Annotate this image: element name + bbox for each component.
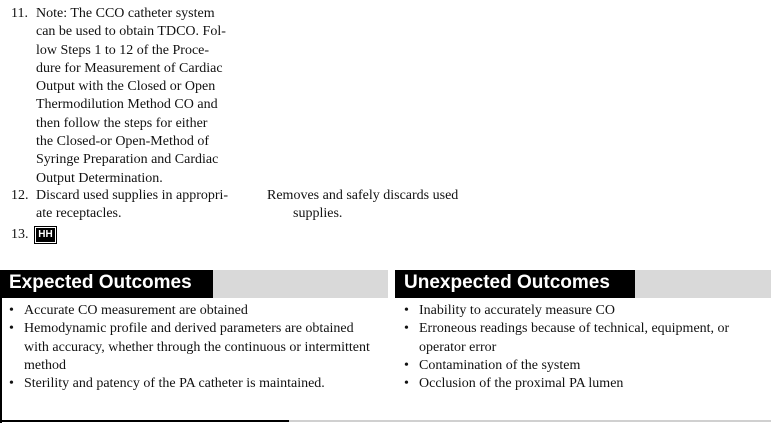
step-text <box>36 5 256 188</box>
step-text-line: Note: The CCO catheter system <box>36 6 215 21</box>
step-text-line: Output with the Closed or Open <box>36 79 216 95</box>
step-text-line: Output Determination. <box>36 170 163 186</box>
step-text-line: can be used to obtain TDCO. Fol- <box>36 24 226 40</box>
list-item: • Occlusion of the proximal PA lumen <box>404 375 754 393</box>
step-text-line: Discard used supplies in appropri- <box>36 188 229 203</box>
list-item: • Contamination of the system <box>404 357 754 375</box>
expected-outcomes-header <box>0 270 388 298</box>
list-item: • Accurate CO measurement are obtained <box>9 302 379 320</box>
step-text-line: ate receptacles. <box>36 206 122 222</box>
hand-hygiene-icon: HH <box>36 228 55 242</box>
divider <box>0 420 289 422</box>
section-title: Expected Outcomes <box>9 272 192 293</box>
rationale-line: supplies. <box>293 206 343 222</box>
step-number: 11. <box>11 6 28 21</box>
step-text <box>36 187 256 224</box>
procedure-step-11 <box>0 5 260 190</box>
list-item: • Inability to accurately measure CO <box>404 302 754 320</box>
procedure-step-12 <box>0 187 260 225</box>
divider <box>289 420 771 422</box>
unexpected-outcomes-list <box>404 302 754 393</box>
expected-outcomes-list <box>9 302 379 393</box>
step-text-line: then follow the steps for either <box>36 115 208 131</box>
unexpected-outcomes-header <box>395 270 771 298</box>
step-number: 13. <box>11 227 29 242</box>
step-text-line: Thermodilution Method CO and <box>36 97 218 113</box>
section-title: Unexpected Outcomes <box>404 272 610 293</box>
divider <box>0 298 2 423</box>
step-text-line: low Steps 1 to 12 of the Proce- <box>36 42 210 58</box>
step-12-rationale <box>267 187 497 224</box>
step-text-line: dure for Measurement of Cardiac <box>36 60 223 76</box>
list-item: • Hemodynamic profile and derived parameters are obtained with accuracy, whether through the continuous or intermittent method <box>9 320 379 375</box>
list-item: • Erroneous readings because of technical, equipment, or operator error <box>404 320 754 357</box>
rationale-line: Removes and safely discards used <box>267 188 459 203</box>
step-number: 12. <box>11 188 29 203</box>
step-text-line: Syringe Preparation and Cardiac <box>36 152 219 168</box>
step-text-line: the Closed-or Open-Method of <box>36 134 210 150</box>
list-item: • Sterility and patency of the PA catheter is maintained. <box>9 375 379 393</box>
